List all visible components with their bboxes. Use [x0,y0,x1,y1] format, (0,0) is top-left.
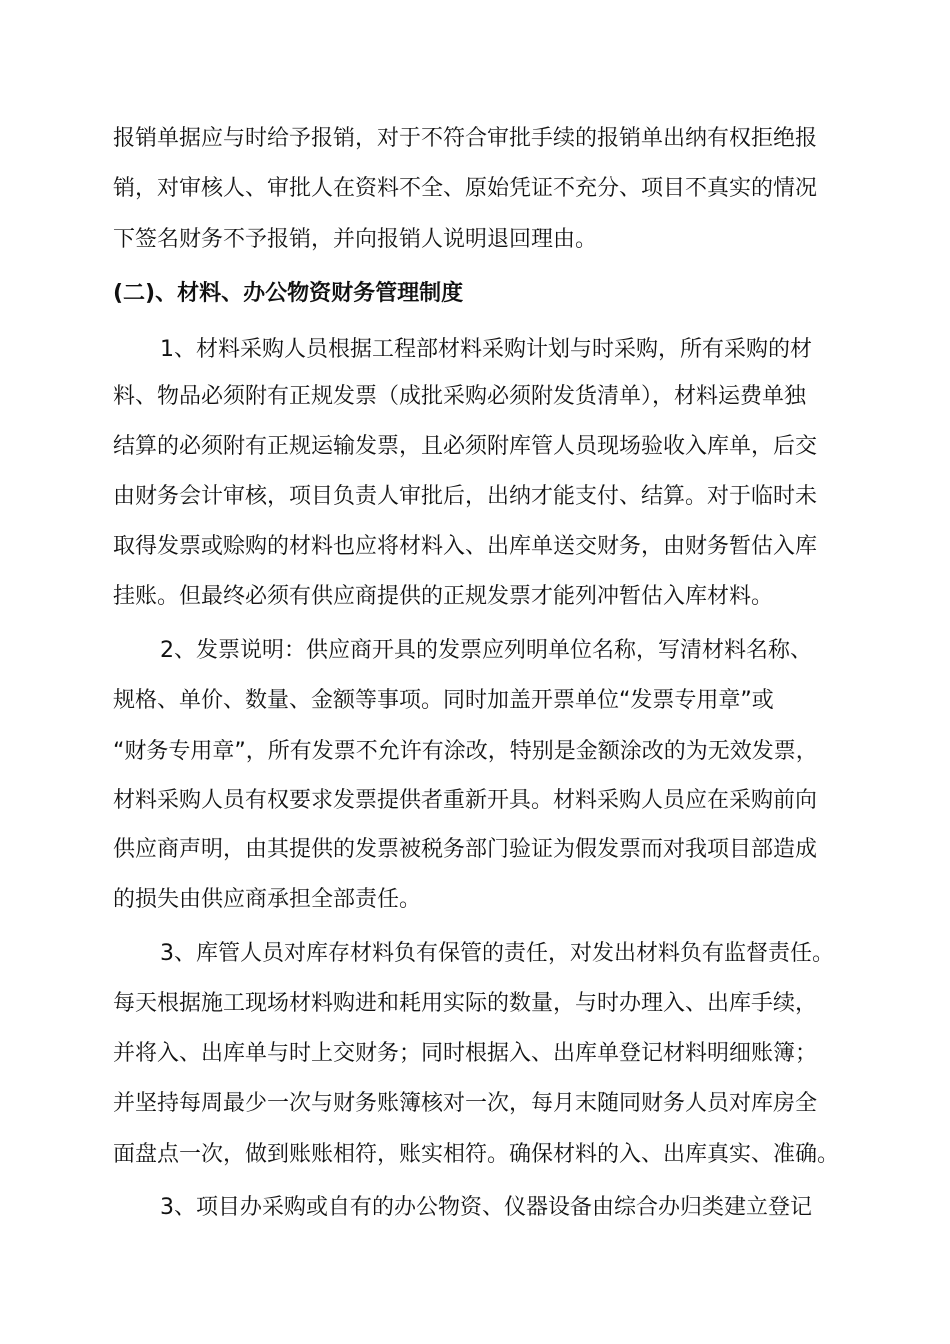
paragraph-line: 料、物品必须附有正规发票（成批采购必须附发货清单），材料运费单独 [113,384,807,409]
paragraph-line: 并坚持每周最少一次与财务账簿核对一次，每月末随同财务人员对库房全 [113,1091,818,1116]
paragraph-line: 每天根据施工现场材料购进和耗用实际的数量，与时办理入、出库手续， [113,991,818,1016]
paragraph-line: 3、库管人员对库存材料负有保管的责任，对发出材料负有监督责任。 [160,941,834,966]
paragraph-line: 面盘点一次，做到账账相符，账实相符。确保材料的入、出库真实、准确。 [113,1142,840,1167]
paragraph-line: 由财务会计审核，项目负责人审批后，出纳才能支付、结算。对于临时未 [113,484,818,509]
paragraph-line: 规格、单价、数量、金额等事项。同时加盖开票单位“发票专用章”或 [113,688,774,713]
section-heading: (二)、材料、办公物资财务管理制度 [113,281,464,306]
paragraph-line: 报销单据应与时给予报销，对于不符合审批手续的报销单出纳有权拒绝报 [113,126,818,151]
paragraph-line: 材料采购人员有权要求发票提供者重新开具。材料采购人员应在采购前向 [113,788,818,813]
paragraph-line: 3、项目办采购或自有的办公物资、仪器设备由综合办归类建立登记 [160,1195,812,1220]
paragraph-line: 2、发票说明：供应商开具的发票应列明单位名称，写清材料名称、 [160,638,812,663]
paragraph-line: 结算的必须附有正规运输发票，且必须附库管人员现场验收入库单，后交 [113,434,818,459]
paragraph-line: 下签名财务不予报销，并向报销人说明退回理由。 [113,227,598,252]
paragraph-line: 1、材料采购人员根据工程部材料采购计划与时采购，所有采购的材 [160,337,812,362]
paragraph-line: 销，对审核人、审批人在资料不全、原始凭证不充分、项目不真实的情况 [113,176,818,201]
paragraph-line: 的损失由供应商承担全部责任。 [113,887,422,912]
paragraph-line: 并将入、出库单与时上交财务；同时根据入、出库单登记材料明细账簿； [113,1041,818,1066]
paragraph-line: “财务专用章”，所有发票不允许有涂改，特别是金额涂改的为无效发票， [113,739,818,764]
paragraph-line: 供应商声明，由其提供的发票被税务部门验证为假发票而对我项目部造成 [113,837,818,862]
paragraph-line: 取得发票或赊购的材料也应将材料入、出库单送交财务，由财务暂估入库 [113,534,818,559]
paragraph-line: 挂账。但最终必须有供应商提供的正规发票才能列冲暂估入库材料。 [113,584,774,609]
